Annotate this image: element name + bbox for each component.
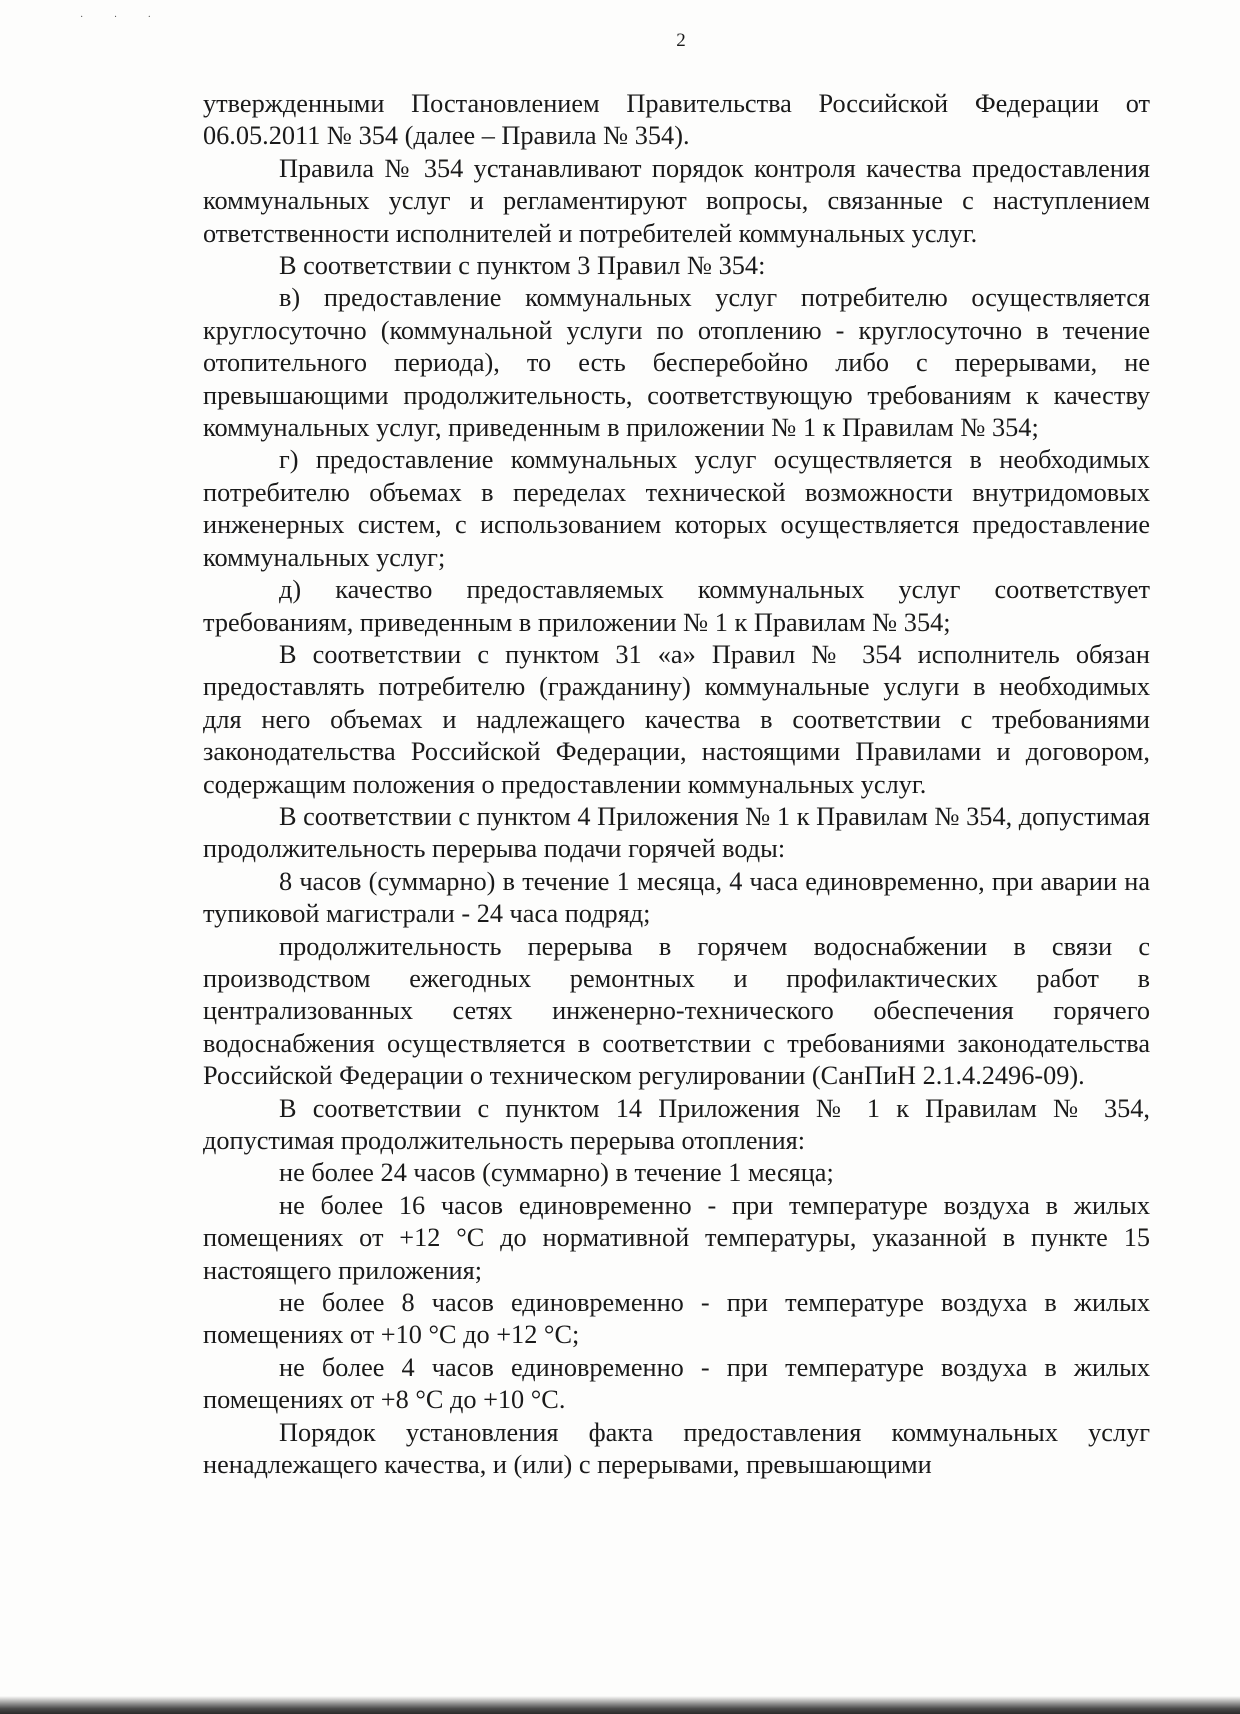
list-item: д) качество предоставляемых коммунальных услуг соответствует требованиям, приведенным в приложении № 1 к Правилам № 354; (203, 575, 1150, 637)
scan-specks: · · · (80, 12, 165, 23)
paragraph: продолжительность перерыва в горячем водоснабжении в связи с производством ежегодных ремонтных и профилактических работ в централизованных сетях инженерно-технического обеспечения горячего водоснабжения осуществляется в соответствии с требованиями законодательства Российской Федерации о техническом регулировании (СанПиН 2.1.4.2496-09). (203, 931, 1150, 1091)
paragraph: 8 часов (суммарно) в течение 1 месяца, 4 часа единовременно, при аварии на тупиковой магистрали - 24 часа подряд; (203, 866, 1150, 929)
paragraph: утвержденными Постановлением Правительства Российской Федерации от 06.05.2011 № 354 (далее – Правила № 354). (203, 89, 1150, 151)
list-item: г) предоставление коммунальных услуг осуществляется в необходимых потребителю объемах в переделах технической возможности внутридомовых инженерных систем, с использованием которых осуществляется предоставление коммунальных услуг; (203, 445, 1150, 572)
page-number: 2 (676, 30, 686, 51)
list-item: в) предоставление коммунальных услуг потребителю осуществляется круглосуточно (коммунальной услуги по отоплению - круглосуточно в течение отопительного периода), то есть бесперебойно либо с перерывами, не превышающими продолжительность, соответствующую требованиям к качеству коммунальных услуг, приведенным в приложении № 1 к Правилам № 354; (203, 283, 1150, 443)
paragraph: В соответствии с пунктом 3 Правил № 354: (279, 251, 766, 281)
paragraph: Правила № 354 устанавливают порядок контроля качества предоставления коммунальных услуг и регламентируют вопросы, связанные с наступлением ответственности исполнителей и потребителей коммунальных услуг. (203, 153, 1150, 248)
scan-bottom-edge (0, 1696, 1240, 1714)
paragraph: не более 8 часов единовременно - при температуре воздуха в жилых помещениях от +10 °C до +12 °C; (203, 1288, 1150, 1350)
paragraph: В соответствии с пунктом 4 Приложения № 1 к Правилам № 354, допустимая продолжительность перерыва подачи горячей воды: (203, 801, 1150, 864)
paragraph: В соответствии с пунктом 31 «а» Правил № 354 исполнитель обязан предоставлять потребителю (гражданину) коммунальные услуги в необходимых для него объемах и надлежащего качества в соответствии с требованиями законодательства Российской Федерации, настоящими Правилами и договором, содержащим положения о предоставлении коммунальных услуг. (203, 639, 1150, 799)
paragraph: не более 4 часов единовременно - при температуре воздуха в жилых помещениях от +8 °C до +10 °C. (203, 1352, 1150, 1415)
document-body (203, 88, 1150, 1481)
paragraph: В соответствии с пунктом 14 Приложения № 1 к Правилам № 354, допустимая продолжительность перерыва отопления: (203, 1093, 1150, 1155)
paragraph: не более 16 часов единовременно - при температуре воздуха в жилых помещениях от +12 °C до нормативной температуры, указанной в пункте 15 настоящего приложения; (203, 1190, 1150, 1285)
paragraph: Порядок установления факта предоставления коммунальных услуг ненадлежащего качества, и (или) с перерывами, превышающими (203, 1417, 1150, 1480)
paragraph: не более 24 часов (суммарно) в течение 1 месяца; (279, 1158, 834, 1188)
